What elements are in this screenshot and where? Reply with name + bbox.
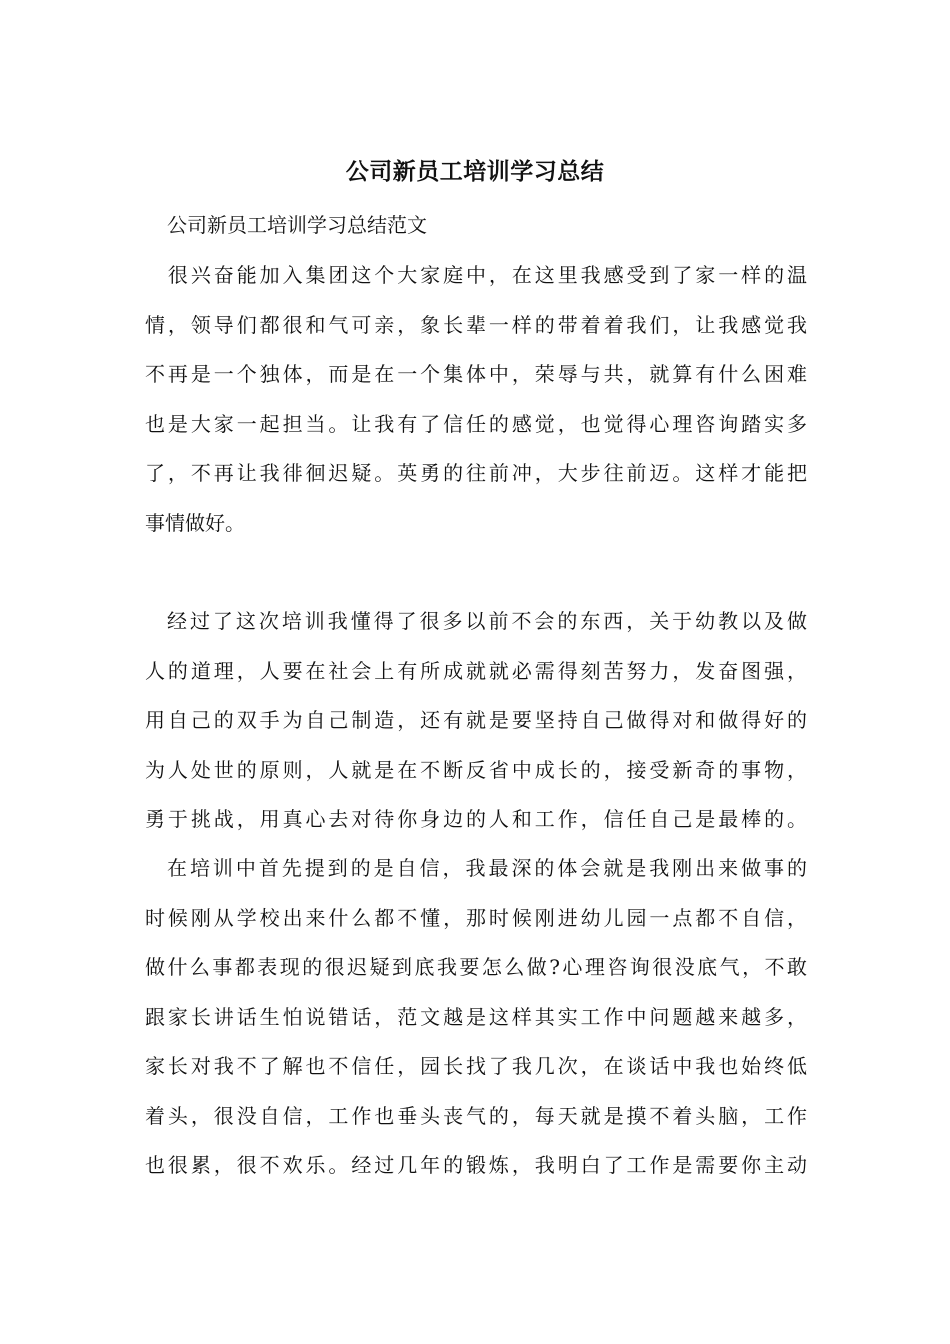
paragraph-line: 做什么事都表现的很迟疑到底我要怎么做?心理咨询很没底气，不敢 [145, 955, 807, 979]
paragraph-line: 着头，很没自信，工作也垂头丧气的，每天就是摸不着头脑，工作 [145, 1103, 807, 1128]
paragraph-line: 经过了这次培训我懂得了很多以前不会的东西，关于幼教以及做 [167, 609, 807, 633]
paragraph-2 [145, 597, 807, 845]
paragraph-line: 也很累，很不欢乐。经过几年的锻炼，我明白了工作是需要你主动 [145, 1153, 807, 1177]
paragraph-1 [145, 251, 807, 548]
document-subtitle: 公司新员工培训学习总结范文 [167, 213, 427, 237]
paragraph-line: 很兴奋能加入集团这个大家庭中，在这里我感受到了家一样的温 [145, 263, 807, 287]
paragraph-line: 时候刚从学校出来什么都不懂，那时候刚进幼儿园一点都不自信， [145, 905, 807, 930]
paragraph-line: 事情做好。 [145, 510, 245, 535]
paragraph-line: 在培训中首先提到的是自信，我最深的体会就是我刚出来做事的 [167, 856, 807, 880]
paragraph-line: 勇于挑战，用真心去对待你身边的人和工作，信任自己是最棒的。 [145, 807, 807, 831]
paragraph-line: 了，不再让我徘徊迟疑。英勇的往前冲，大步往前迈。这样才能把 [145, 461, 807, 485]
paragraph-line: 为人处世的原则，人就是在不断反省中成长的，接受新奇的事物， [145, 757, 807, 782]
paragraph-line: 人的道理，人要在社会上有所成就就必需得刻苦努力，发奋图强， [145, 658, 807, 683]
document-title: 公司新员工培训学习总结 [345, 158, 605, 185]
paragraph-line: 家长对我不了解也不信任，园长找了我几次，在谈话中我也始终低 [145, 1054, 807, 1078]
paragraph-line: 不再是一个独体，而是在一个集体中，荣辱与共，就算有什么困难 [145, 362, 807, 386]
paragraph-line: 用自己的双手为自己制造，还有就是要坚持自己做得对和做得好的 [145, 708, 807, 732]
paragraph-line: 也是大家一起担当。让我有了信任的感觉，也觉得心理咨询踏实多 [145, 411, 807, 436]
paragraph-line: 跟家长讲话生怕说错话，范文越是这样其实工作中问题越来越多， [145, 1004, 807, 1029]
paragraph-line: 情，领导们都很和气可亲，象长辈一样的带着着我们，让我感觉我 [145, 312, 807, 337]
paragraph-3 [145, 844, 807, 1191]
